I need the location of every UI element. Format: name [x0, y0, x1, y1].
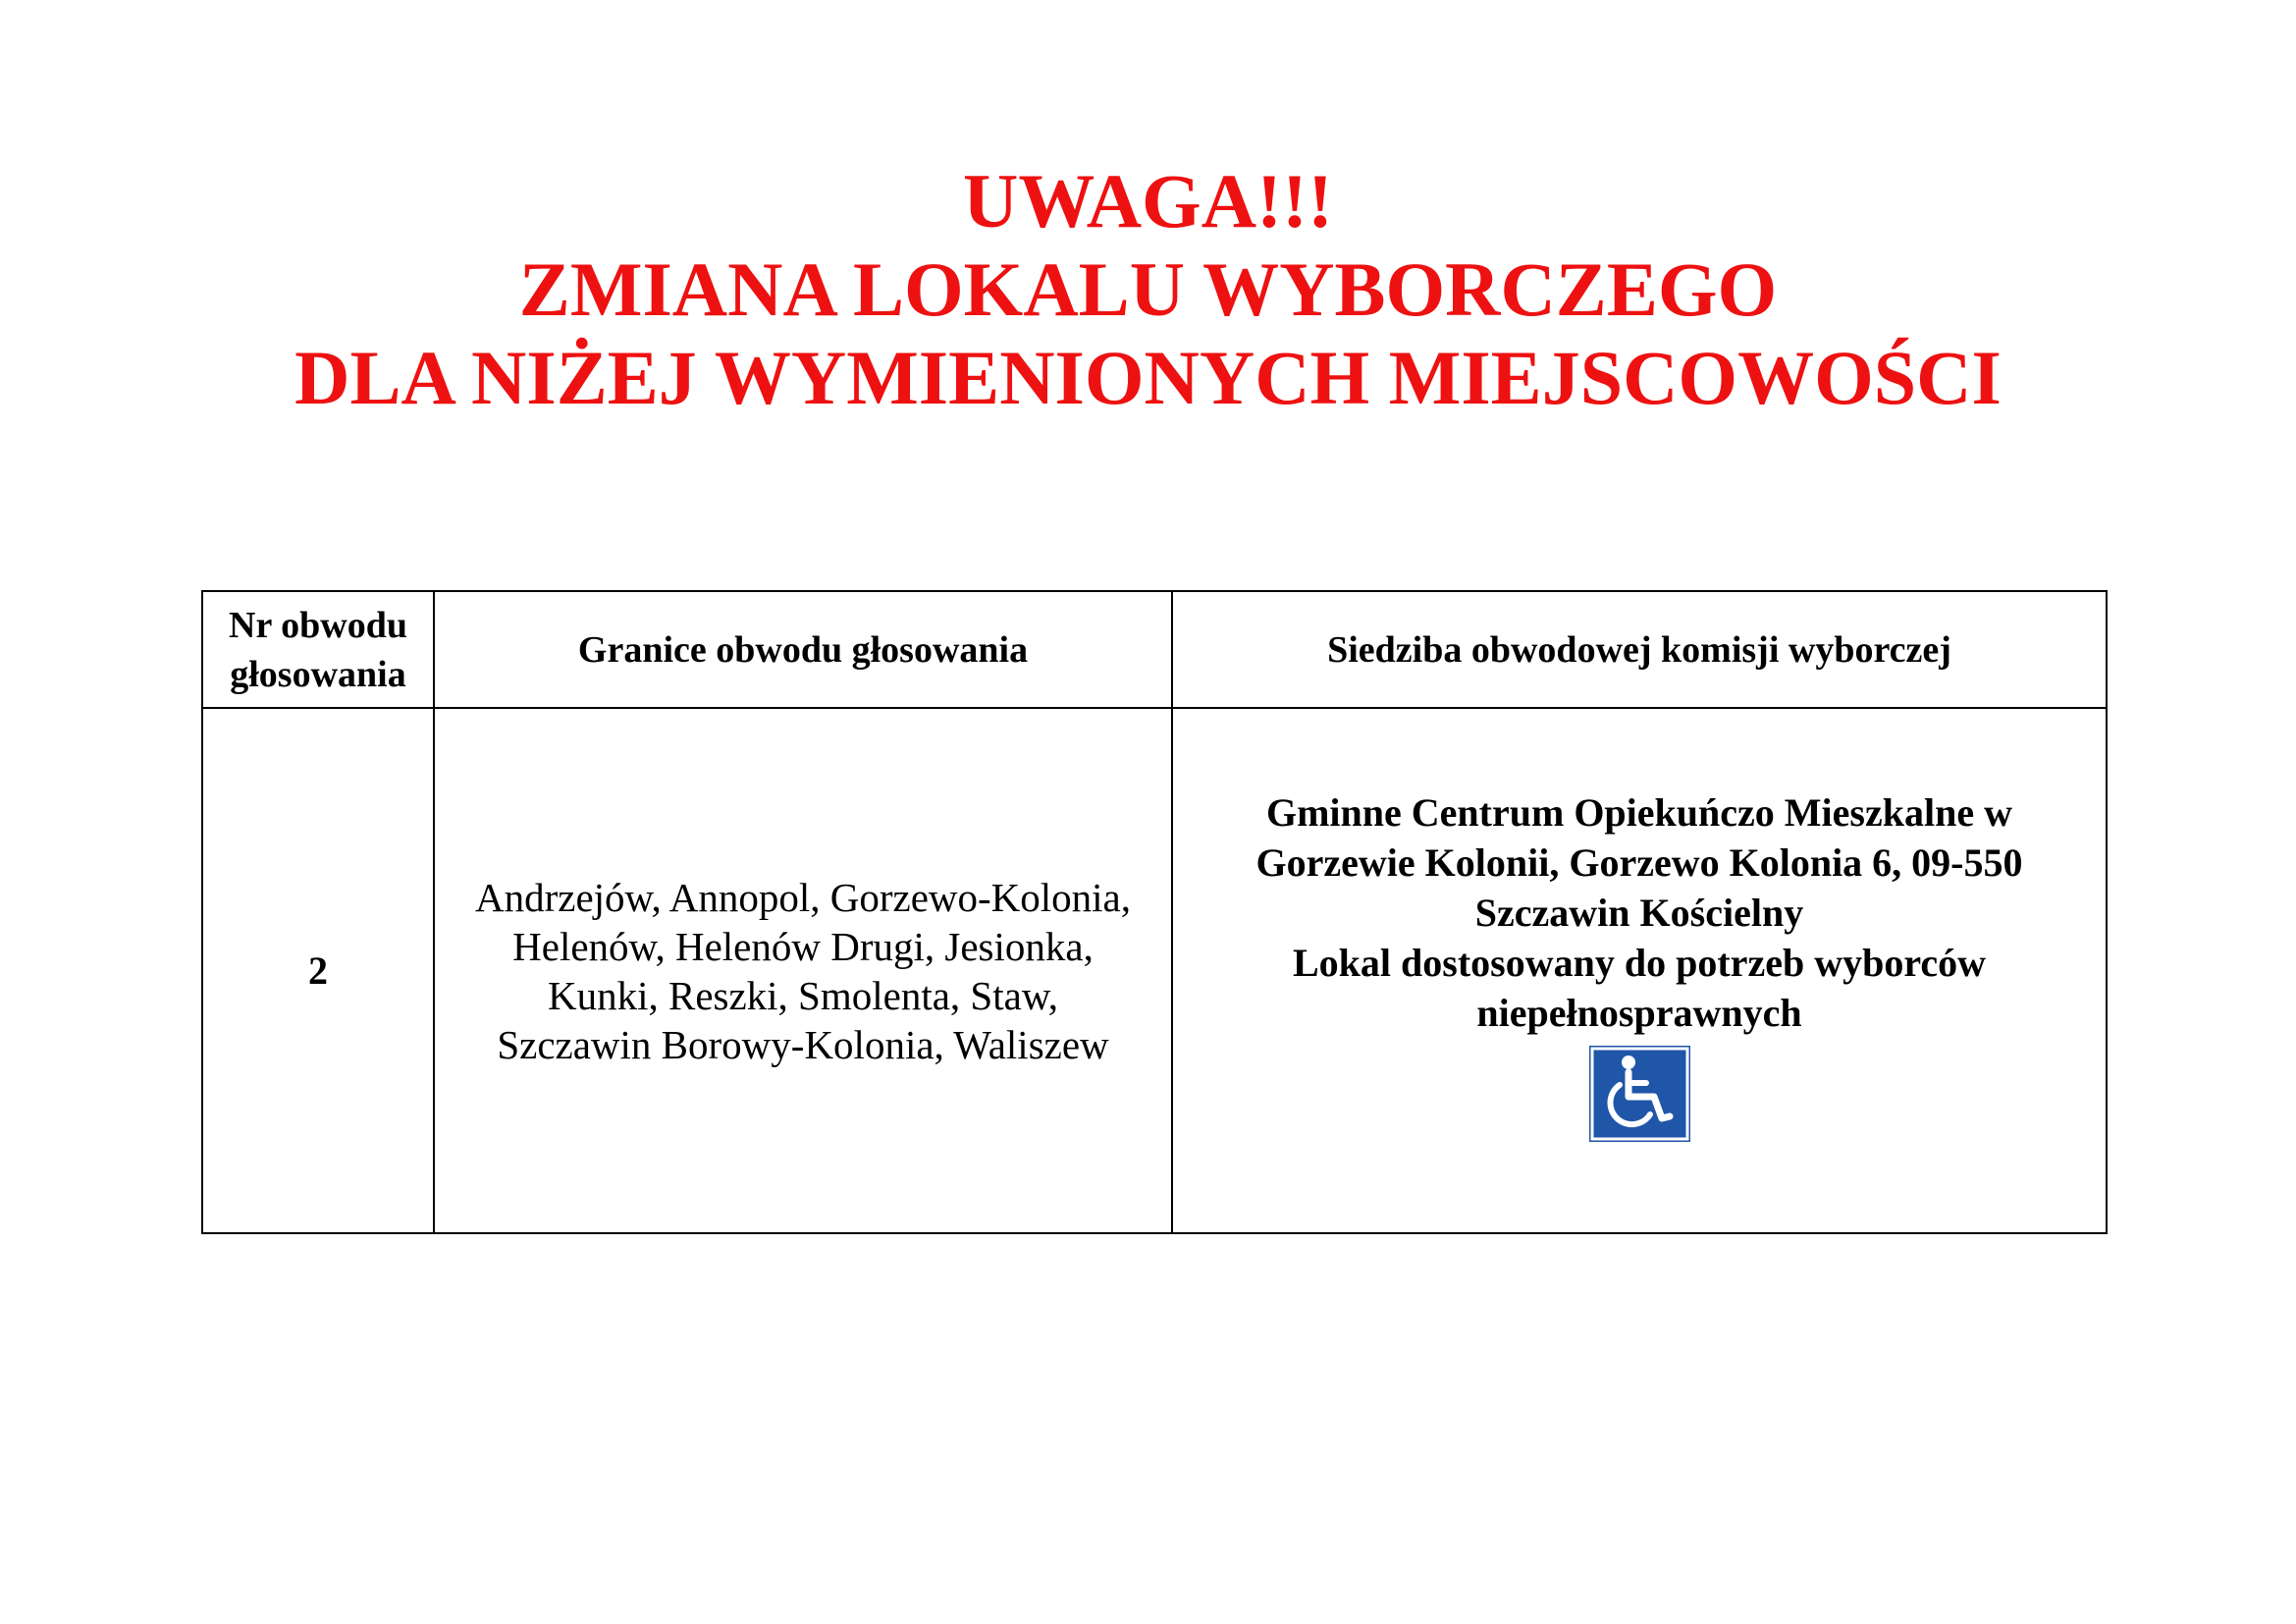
table-header-row	[202, 591, 2107, 708]
borders-line: Andrzejów, Annopol, Gorzewo-Kolonia,	[475, 874, 1131, 920]
borders-line: Szczawin Borowy-Kolonia, Waliszew	[497, 1021, 1109, 1067]
seat-line: Lokal dostosowany do potrzeb wyborców	[1293, 941, 1986, 985]
circuit-number-cell: 2	[202, 708, 434, 1233]
commission-seat-cell	[1172, 708, 2107, 1233]
header-circuit-number-line1: Nr obwodu	[229, 604, 407, 646]
seat-line: Szczawin Kościelny	[1474, 891, 1804, 935]
seat-line: Gorzewie Kolonii, Gorzewo Kolonia 6, 09-550	[1255, 840, 2023, 885]
seat-line: niepełnosprawnych	[1476, 991, 1802, 1035]
circuit-borders-cell	[434, 708, 1172, 1233]
borders-line: Helenów, Helenów Drugi, Jesionka,	[512, 923, 1094, 969]
borders-line: Kunki, Reszki, Smolenta, Staw,	[547, 972, 1059, 1018]
seat-line: Gminne Centrum Opiekuńczo Mieszkalne w	[1266, 790, 2012, 835]
voting-circuits-table	[201, 590, 2108, 1234]
wheelchair-icon	[1589, 1046, 1690, 1142]
notice-title: UWAGA!!!	[963, 158, 1333, 244]
header-circuit-borders: Granice obwodu głosowania	[434, 591, 1172, 708]
notice-line-localities: DLA NIŻEJ WYMIENIONYCH MIEJSCOWOŚCI	[294, 335, 2002, 420]
notice-heading	[0, 157, 2296, 422]
header-circuit-number-line2: głosowania	[230, 653, 406, 695]
table-row	[202, 708, 2107, 1233]
header-commission-seat: Siedziba obwodowej komisji wyborczej	[1172, 591, 2107, 708]
header-circuit-number	[202, 591, 434, 708]
notice-line-change: ZMIANA LOKALU WYBORCZEGO	[518, 246, 1778, 332]
